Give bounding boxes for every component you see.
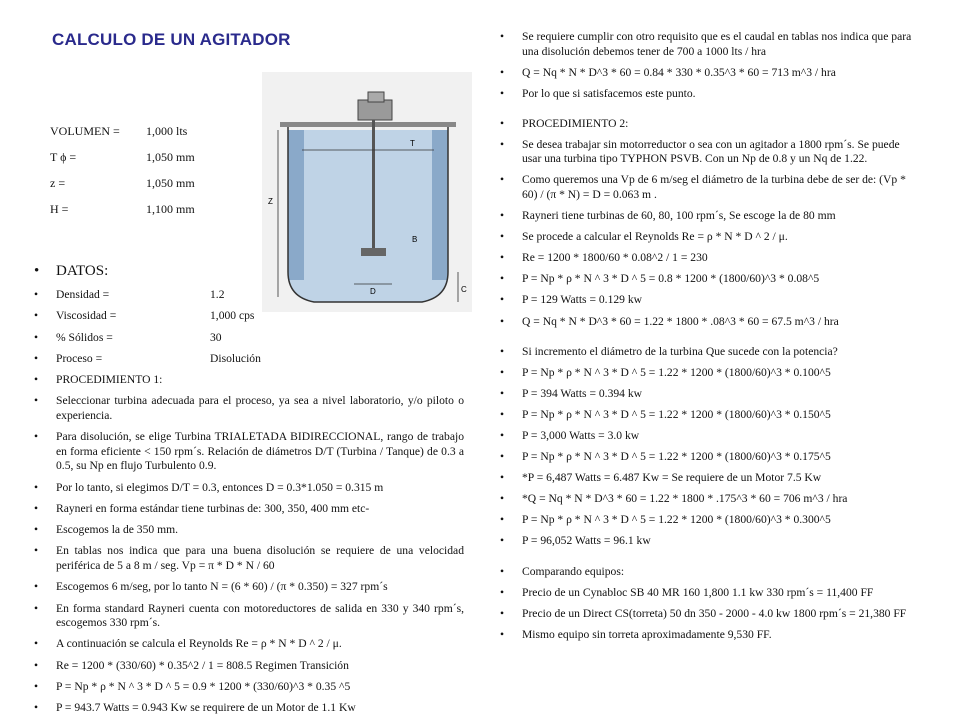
list-item: • Si incremento el diámetro de la turbina Que sucede con la potencia? — [500, 345, 920, 360]
list-item: • Por lo tanto, si elegimos D/T = 0.3, entonces D = 0.3*1.050 = 0.315 m — [34, 481, 464, 496]
list-item: • Re = 1200 * (330/60) * 0.35^2 / 1 = 808.5 Regimen Transición — [34, 659, 464, 674]
data-key: Densidad = — [56, 288, 110, 301]
spec-label: z = — [50, 176, 66, 190]
list-item: • P = Np * ρ * N ^ 3 * D ^ 5 = 0.9 * 1200 * (330/60)^3 * 0.35 ^5 — [34, 680, 464, 695]
data-value: 1.2 — [210, 288, 225, 301]
list-item: • Mismo equipo sin torreta aproximadamente 9,530 FF. — [500, 628, 920, 643]
list-item: • Escogemos la de 350 mm. — [34, 523, 464, 538]
list-item: • Se requiere cumplir con otro requisito que es el caudal en tablas nos indica que para una disolución debemos tener de 700 a 1000 lts / hra — [500, 30, 920, 59]
data-key: % Sólidos = — [56, 330, 113, 344]
list-item: • Como queremos una Vp de 6 m/seg el diámetro de la turbina debe de ser de: (Vp * 60) / (π * N) = D = 0.063 m . — [500, 173, 920, 202]
spec-value: 1,050 mm — [146, 176, 195, 190]
dim-label-t: T — [410, 139, 415, 148]
spacer — [500, 336, 920, 345]
list-item: • Se procede a calcular el Reynolds Re = ρ * N * D ^ 2 / μ. — [500, 230, 920, 245]
list-item: • Q = Nq * N * D^3 * 60 = 1.22 * 1800 * .08^3 * 60 = 67.5 m^3 / hra — [500, 315, 920, 330]
spec-label: T ϕ = — [50, 150, 77, 164]
list-item — [34, 352, 464, 367]
list-item: • Rayneri en forma estándar tiene turbinas de: 300, 350, 400 mm etc- — [34, 502, 464, 517]
list-item: • *P = 6,487 Watts = 6.487 Kw = Se requiere de un Motor 7.5 Kw — [500, 471, 920, 486]
data-value: 1,000 cps — [210, 309, 255, 323]
list-item: • Rayneri tiene turbinas de 60, 80, 100 rpm´s, Se escoge la de 80 mm — [500, 209, 920, 224]
spec-label: H = — [50, 202, 69, 216]
list-item — [34, 309, 464, 324]
list-item: • Q = Nq * N * D^3 * 60 = 0.84 * 330 * 0.35^3 * 60 = 713 m^3 / hra — [500, 66, 920, 81]
spec-row — [50, 176, 266, 202]
spec-value: 1,100 mm — [146, 202, 195, 216]
list-item: • P = Np * ρ * N ^ 3 * D ^ 5 = 0.8 * 1200 * (1800/60)^3 * 0.08^5 — [500, 272, 920, 287]
section-heading: • DATOS: — [34, 262, 464, 280]
dim-label-d: D — [370, 287, 376, 296]
spec-value: 1,050 mm — [146, 150, 195, 164]
list-item: • Por lo que si satisfacemos este punto. — [500, 87, 920, 102]
dim-label-z: Z — [268, 197, 273, 206]
spacer — [500, 556, 920, 565]
dim-label-c: C — [461, 285, 467, 294]
list-item: • P = 943.7 Watts = 0.943 Kw se requirere de un Motor de 1.1 Kw — [34, 701, 464, 716]
spec-value: 1,000 lts — [146, 124, 188, 138]
right-column — [500, 30, 920, 649]
list-item: • Precio de un Direct CS(torreta) 50 dn 350 - 2000 - 4.0 kw 1800 rpm´s = 21,380 FF — [500, 607, 920, 622]
list-item: • P = 3,000 Watts = 3.0 kw — [500, 429, 920, 444]
list-item: • Re = 1200 * 1800/60 * 0.08^2 / 1 = 230 — [500, 251, 920, 266]
list-item: • PROCEDIMIENTO 1: — [34, 373, 464, 388]
list-item: • P = 129 Watts = 0.129 kw — [500, 293, 920, 308]
list-item: • En forma standard Rayneri cuenta con motoreductores de salida en 330 y 340 rpm´s, escogemos 330 rpm´s. — [34, 602, 464, 631]
spec-row — [50, 124, 266, 150]
dim-label-b: B — [412, 235, 418, 244]
list-item: • P = Np * ρ * N ^ 3 * D ^ 5 = 1.22 * 1200 * (1800/60)^3 * 0.150^5 — [500, 408, 920, 423]
spacer — [500, 108, 920, 117]
list-item: • Precio de un Cynabloc SB 40 MR 160 1,800 1.1 kw 330 rpm´s = 11,400 FF — [500, 586, 920, 601]
list-item: • En tablas nos indica que para una buena disolución se requiere de una velocidad periférica de 5 a 8 m / seg. Vp = π * D * N / 60 — [34, 544, 464, 573]
list-item: • *Q = Nq * N * D^3 * 60 = 1.22 * 1800 * .175^3 * 60 = 706 m^3 / hra — [500, 492, 920, 507]
left-column — [34, 262, 464, 723]
list-item — [34, 331, 464, 346]
data-key: Proceso = — [56, 351, 103, 365]
list-item: • P = Np * ρ * N ^ 3 * D ^ 5 = 1.22 * 1200 * (1800/60)^3 * 0.100^5 — [500, 366, 920, 381]
data-value: Disolución — [210, 351, 261, 365]
list-item: • P = 394 Watts = 0.394 kw — [500, 387, 920, 402]
list-item: • P = 96,052 Watts = 96.1 kw — [500, 534, 920, 549]
list-item: • Se desea trabajar sin motorreductor o sea con un agitador a 1800 rpm´s. Se puede usar una turbina tipo TYPHON PSVB. Con un Np de 0.8 y un Nq de 1.22. — [500, 138, 920, 167]
spec-label: VOLUMEN = — [50, 124, 120, 138]
data-key: Viscosidad = — [56, 309, 117, 323]
list-item: • Para disolución, se elige Turbina TRIALETADA BIDIRECCIONAL, rango de trabajo en forma eficiente < 150 rpm´s. Relación de diámetros D/T (Turbina / Tanque) de 0.3 a 0.5, su Np en flujo Turbulento 0.9. — [34, 430, 464, 474]
tank-specs — [50, 124, 266, 228]
list-item: • P = Np * ρ * N ^ 3 * D ^ 5 = 1.22 * 1200 * (1800/60)^3 * 0.300^5 — [500, 513, 920, 528]
list-item: • P = Np * ρ * N ^ 3 * D ^ 5 = 1.22 * 1200 * (1800/60)^3 * 0.175^5 — [500, 450, 920, 465]
spec-row — [50, 150, 266, 176]
list-item: • Comparando equipos: — [500, 565, 920, 580]
list-item: • Escogemos 6 m/seg, por lo tanto N = (6 * 60) / (π * 0.350) = 327 rpm´s — [34, 580, 464, 595]
list-item: • A continuación se calcula el Reynolds Re = ρ * N * D ^ 2 / μ. — [34, 637, 464, 652]
spec-row — [50, 202, 266, 228]
list-item: • Seleccionar turbina adecuada para el proceso, ya sea a nivel laboratorio, y/o piloto o experiencia. — [34, 394, 464, 423]
list-item: • PROCEDIMIENTO 2: — [500, 117, 920, 132]
data-value: 30 — [210, 330, 222, 344]
page-title: CALCULO DE UN AGITADOR — [52, 30, 291, 49]
list-item — [34, 288, 464, 303]
